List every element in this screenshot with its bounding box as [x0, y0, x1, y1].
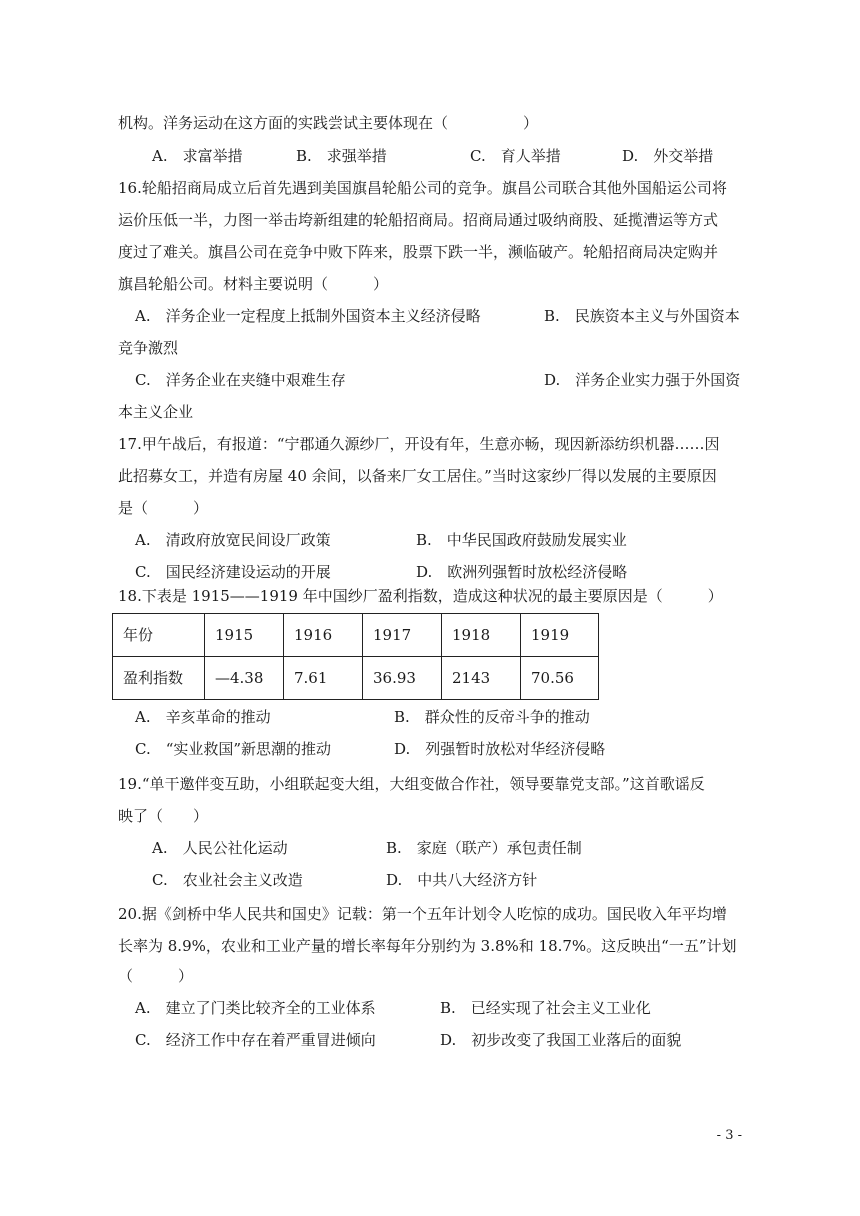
q15-stem-continuation: 机构。洋务运动在这方面的实践尝试主要体现在（ ）	[118, 114, 539, 132]
q15-option-d: D. 外交举措	[622, 147, 714, 165]
q17-stem-line-2: 此招募女工，并造有房屋 40 余间，以备来厂女工居住。”当时这家纱厂得以发展的主要原因	[118, 467, 717, 485]
q19-stem-line-2: 映了（ ）	[118, 807, 209, 825]
table-cell: 1918	[442, 614, 521, 657]
profit-index-table	[112, 613, 599, 700]
q19-option-d: D. 中共八大经济方针	[386, 871, 538, 889]
table-cell: 1916	[284, 614, 363, 657]
table-cell: 年份	[113, 614, 205, 657]
q19-option-c: C. 农业社会主义改造	[152, 871, 303, 889]
q16-stem-line-2: 运价压低一半，力图一举击垮新组建的轮船招商局。招商局通过吸纳商股、延揽漕运等方式	[118, 211, 719, 229]
q15-option-b: B. 求强举措	[296, 147, 387, 165]
table-cell: 70.56	[521, 657, 599, 700]
q17-stem-line-1: 17.甲午战后，有报道：“宁郡通久源纱厂，开设有年，生意亦畅，现因新添纺织机器……因	[118, 435, 720, 453]
q20-option-a: A. 建立了门类比较齐全的工业体系	[135, 999, 376, 1017]
table-cell: 36.93	[363, 657, 442, 700]
q17-option-b: B. 中华民国政府鼓励发展实业	[416, 531, 627, 549]
q16-option-d-cont: 本主义企业	[118, 403, 194, 421]
q17-option-c: C. 国民经济建设运动的开展	[135, 563, 331, 581]
q16-stem-line-3: 度过了难关。旗昌公司在竞争中败下阵来，股票下跌一半，濒临破产。轮船招商局决定购并	[118, 243, 719, 261]
q16-stem-line-1: 16.轮船招商局成立后首先遇到美国旗昌轮船公司的竞争。旗昌公司联合其他外国船运公司将	[118, 179, 727, 197]
table-cell: —4.38	[205, 657, 284, 700]
q19-option-a: A. 人民公社化运动	[152, 839, 288, 857]
q20-stem-line-3: （ ）	[118, 967, 194, 985]
q15-option-a: A. 求富举措	[152, 147, 243, 165]
q18-option-a: A. 辛亥革命的推动	[135, 708, 271, 726]
table-cell: 2143	[442, 657, 521, 700]
q16-option-a: A. 洋务企业一定程度上抵制外国资本主义经济侵略	[135, 307, 481, 325]
page-number: - 3 -	[716, 1128, 742, 1143]
table-cell: 1917	[363, 614, 442, 657]
table-row-years	[113, 614, 599, 657]
q17-stem-line-3: 是（ ）	[118, 499, 209, 517]
q20-stem-line-1: 20.据《剑桥中华人民共和国史》记载：第一个五年计划令人吃惊的成功。国民收入年平均增	[118, 905, 727, 923]
q19-stem-line-1: 19.“单干邀伴变互助，小组联起变大组，大组变做合作社，领导要靠党支部。”这首歌谣反	[118, 775, 705, 793]
q16-option-d: D. 洋务企业实力强于外国资	[544, 371, 741, 389]
q17-option-a: A. 清政府放宽民间设厂政策	[135, 531, 331, 549]
q18-option-d: D. 列强暂时放松对华经济侵略	[394, 740, 606, 758]
table-row-profit	[113, 657, 599, 700]
q16-option-c: C. 洋务企业在夹缝中艰难生存	[135, 371, 346, 389]
q20-option-c: C. 经济工作中存在着严重冒进倾向	[135, 1031, 376, 1049]
q20-option-d: D. 初步改变了我国工业落后的面貌	[440, 1031, 682, 1049]
table-cell: 1919	[521, 614, 599, 657]
q16-stem-line-4: 旗昌轮船公司。材料主要说明（ ）	[118, 275, 389, 293]
q16-option-b-cont: 竞争激烈	[118, 339, 179, 357]
q18-option-c: C. “实业救国”新思潮的推动	[135, 740, 332, 758]
q18-stem: 18.下表是 1915——1919 年中国纱厂盈利指数，造成这种状况的最主要原因是（ ）	[118, 587, 723, 605]
q16-option-b: B. 民族资本主义与外国资本	[544, 307, 740, 325]
q19-option-b: B. 家庭（联产）承包责任制	[386, 839, 582, 857]
q15-option-c: C. 育人举措	[470, 147, 561, 165]
table-cell: 1915	[205, 614, 284, 657]
table-cell: 7.61	[284, 657, 363, 700]
q20-option-b: B. 已经实现了社会主义工业化	[440, 999, 651, 1017]
q18-option-b: B. 群众性的反帝斗争的推动	[394, 708, 590, 726]
q17-option-d: D. 欧洲列强暂时放松经济侵略	[416, 563, 628, 581]
q20-stem-line-2: 长率为 8.9%，农业和工业产量的增长率每年分别约为 3.8%和 18.7%。这反映出“一五”计划	[118, 937, 737, 955]
table-cell: 盈利指数	[113, 657, 205, 700]
